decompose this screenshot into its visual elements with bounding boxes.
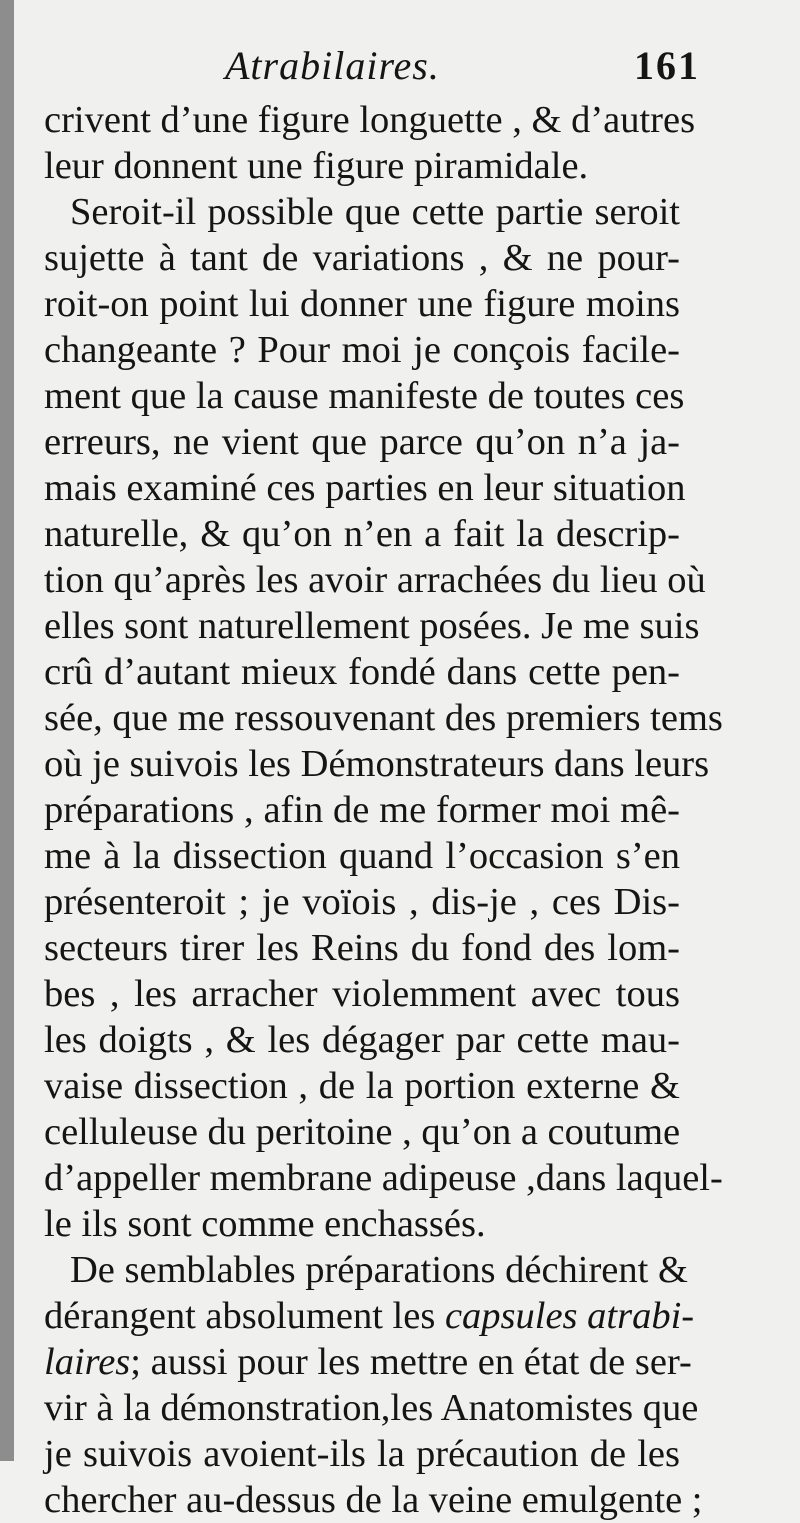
text-line: leur donnent une figure piramidale. bbox=[44, 145, 589, 187]
text-line: je suivois avoient-ils la précaution de les bbox=[44, 1433, 680, 1475]
text-line: Seroit-il possible que cette partie seroit bbox=[70, 191, 680, 233]
text-line: où je suivois les Démonstrateurs dans leurs bbox=[44, 743, 710, 785]
text-line: crû d’autant mieux fondé dans cette pen- bbox=[44, 651, 680, 693]
text-line: tion qu’après les avoir arrachées du lieu où bbox=[44, 559, 706, 601]
page-gutter-shadow bbox=[0, 0, 14, 1461]
text-line: crivent d’une figure longuette , & d’autres bbox=[44, 99, 696, 141]
text-line: me à la dissection quand l’occasion s’en bbox=[44, 835, 680, 877]
text-line: sée, que me ressouvenant des premiers tems bbox=[44, 697, 723, 739]
text-line: vaise dissection , de la portion externe & bbox=[44, 1065, 680, 1107]
text-line: d’appeller membrane adipeuse ,dans laquel- bbox=[44, 1157, 723, 1199]
text-line: le ils sont comme enchassés. bbox=[44, 1203, 486, 1245]
page-number: 161 bbox=[634, 43, 700, 88]
text-line: secteurs tirer les Reins du fond des lom- bbox=[44, 927, 680, 969]
text-line: vir à la démonstration,les Anatomistes que bbox=[44, 1387, 699, 1429]
italic-term: laires bbox=[44, 1341, 131, 1383]
italic-term: capsules atrabi- bbox=[444, 1295, 695, 1337]
text-line: roit-on point lui donner une figure moins bbox=[44, 283, 680, 325]
text-line: changeante ? Pour moi je conçois facile- bbox=[44, 329, 680, 371]
text-line: sujette à tant de variations , & ne pour- bbox=[44, 237, 680, 279]
running-title: Atrabilaires. bbox=[225, 43, 440, 88]
text-line: mais examiné ces parties en leur situation bbox=[44, 467, 686, 509]
text-line: présenteroit ; je voïois , dis-je , ces Dis- bbox=[44, 881, 680, 923]
text-line: De semblables préparations déchirent & bbox=[70, 1249, 688, 1291]
text-line: celluleuse du peritoine , qu’on a coutume bbox=[44, 1111, 681, 1153]
text-line bbox=[44, 1339, 692, 1385]
text-line-roman: ; aussi pour les mettre en état de ser- bbox=[130, 1341, 692, 1383]
text-line: les doigts , & les dégager par cette mau- bbox=[44, 1019, 680, 1061]
text-line: bes , les arracher violemment avec tous bbox=[44, 973, 680, 1015]
text-line-roman: dérangent absolument les bbox=[44, 1295, 445, 1337]
text-line: préparations , afin de me former moi mê- bbox=[44, 789, 680, 831]
text-line: elles sont naturellement posées. Je me suis bbox=[44, 605, 700, 647]
body-text bbox=[44, 97, 723, 1523]
text-line: ment que la cause manifeste de toutes ces bbox=[44, 375, 685, 417]
text-line: erreurs, ne vient que parce qu’on n’a ja- bbox=[44, 421, 680, 463]
text-line: naturelle, & qu’on n’en a fait la descrip- bbox=[44, 513, 680, 555]
text-line bbox=[44, 1293, 695, 1339]
text-line: chercher au-dessus de la veine emulgente ; bbox=[44, 1479, 703, 1521]
page-header bbox=[40, 42, 700, 94]
